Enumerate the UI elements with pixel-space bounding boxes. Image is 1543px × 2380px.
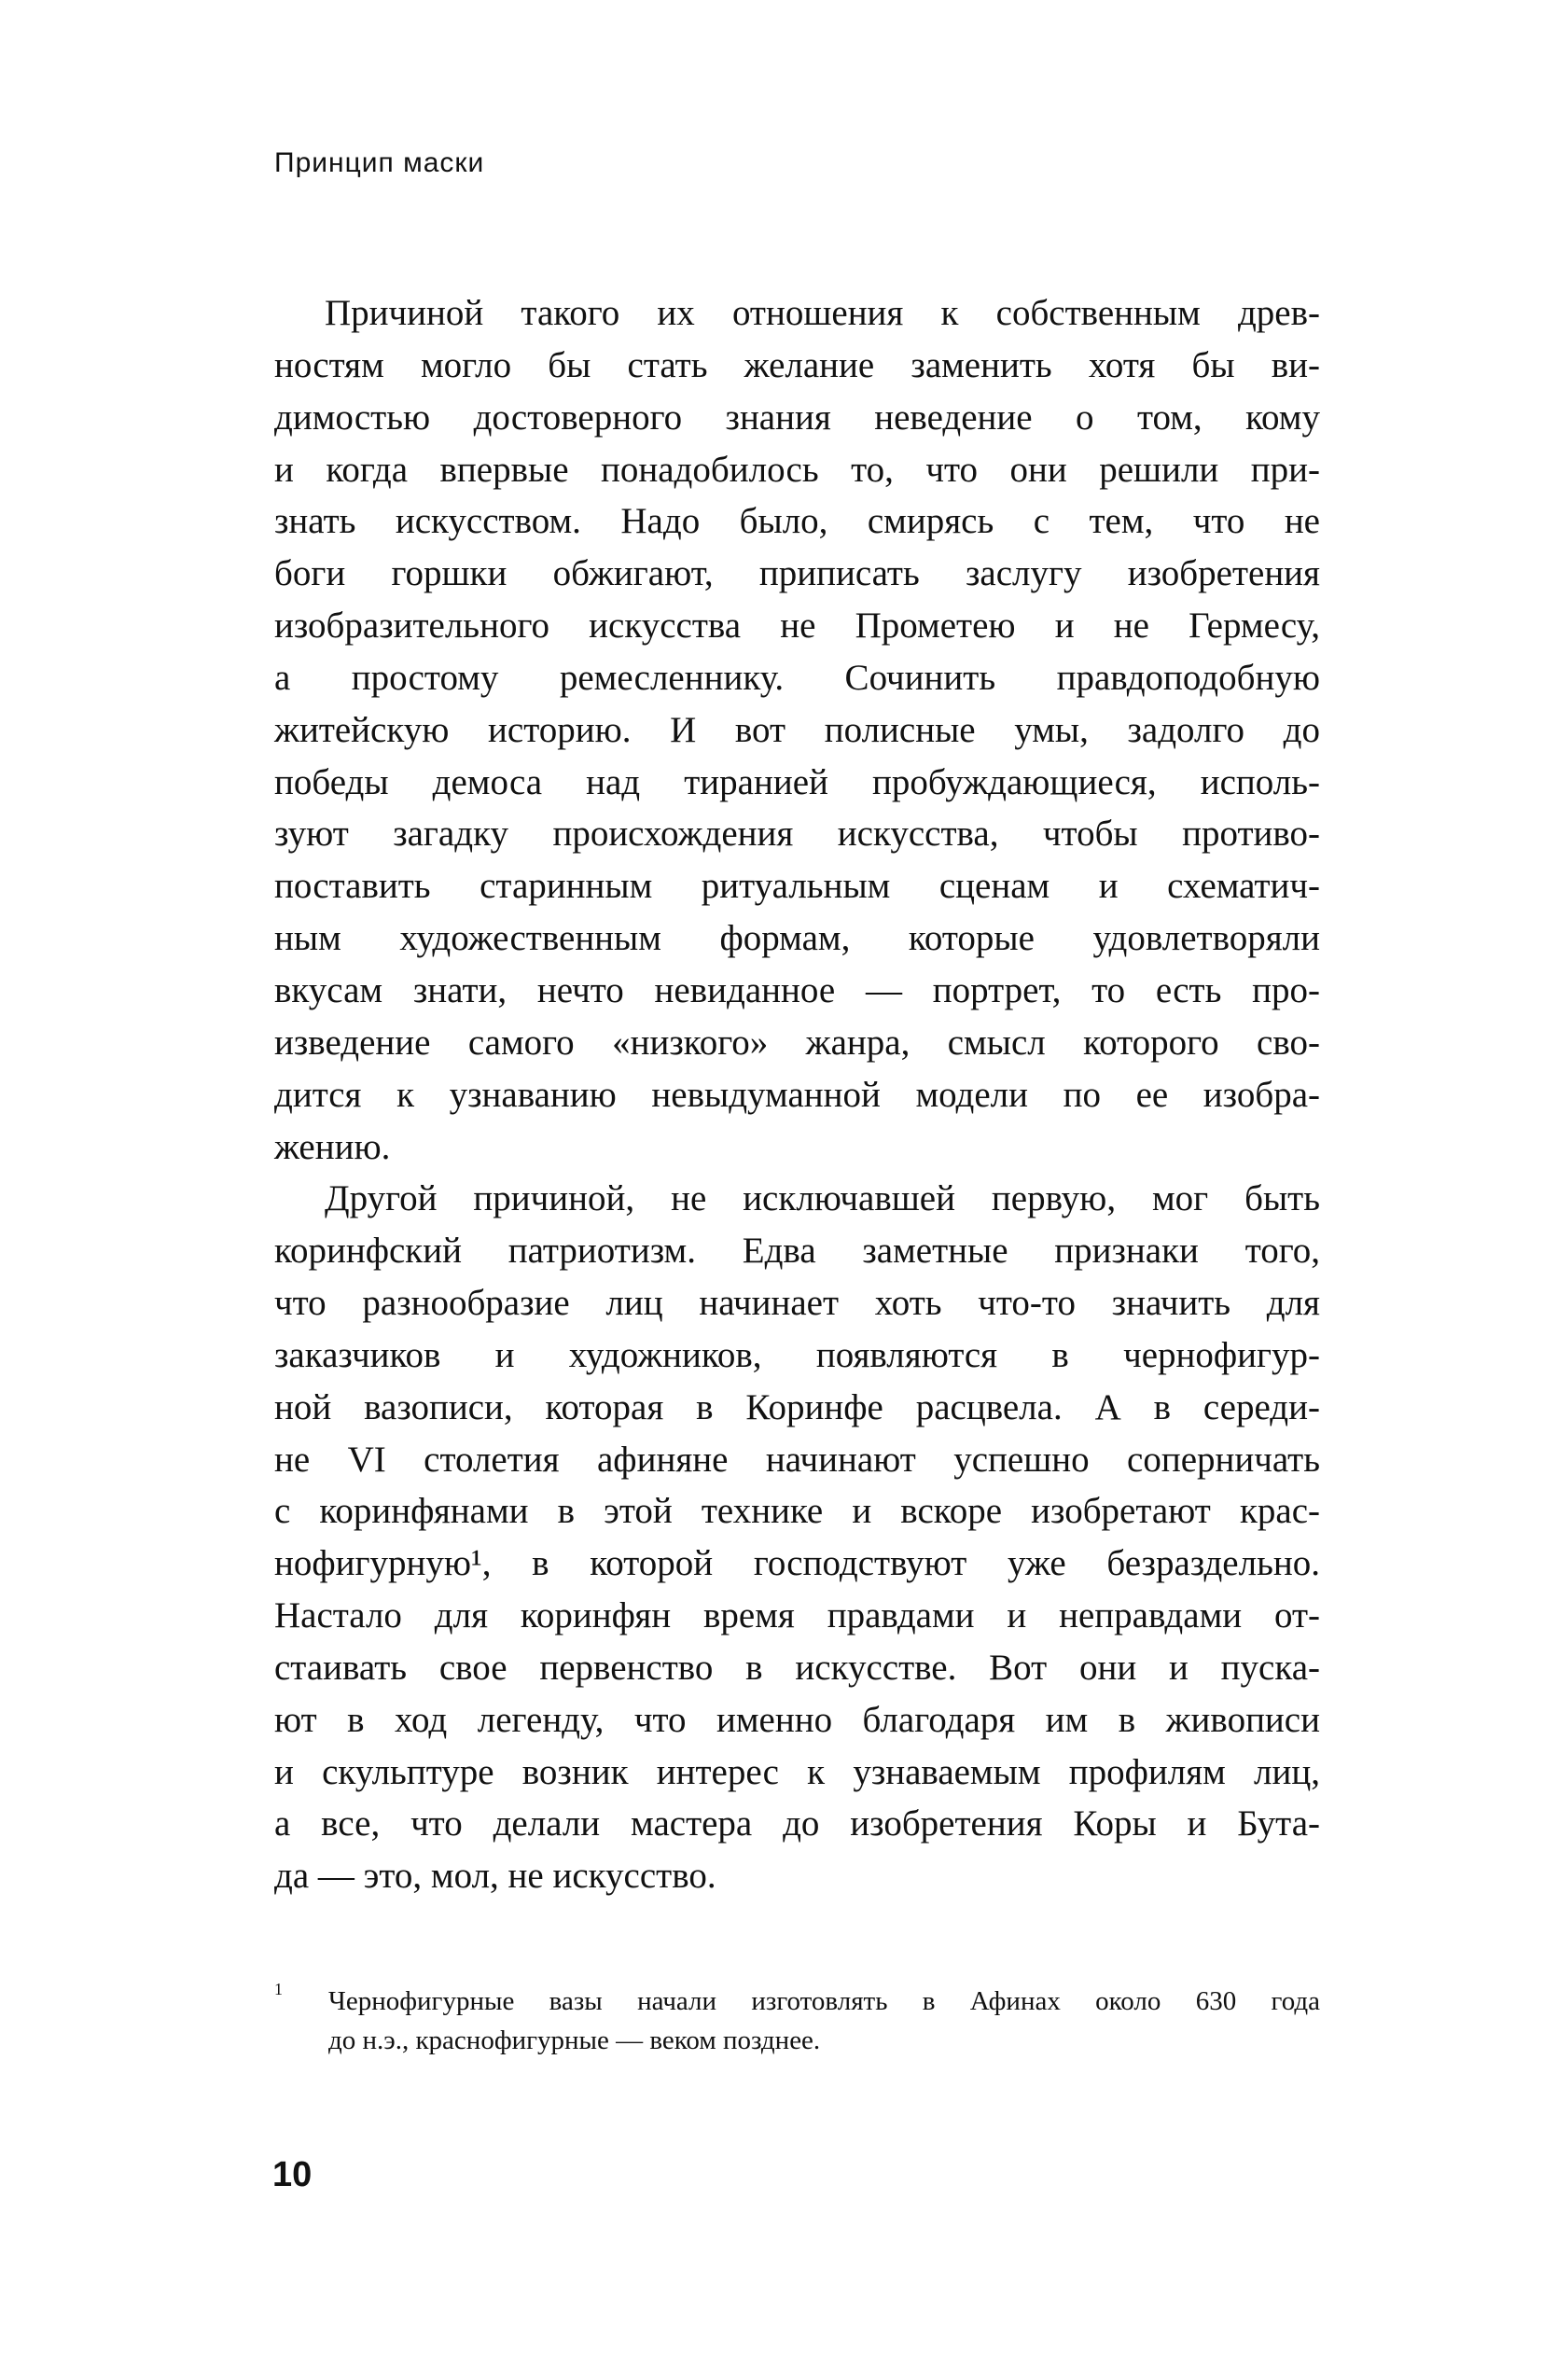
text-line: а все, что делали мастера до изобретения Коры и Бута- [274,1803,1320,1844]
text-line: Другой причиной, не исключавшей первую, мог быть [325,1178,1320,1219]
text-line: стаивать свое первенство в искусстве. Вот они и пуска- [274,1647,1320,1688]
text-line: знать искусством. Надо было, смирясь с тем, что не [274,501,1320,542]
text-line: димостью достоверного знания неведение о том, кому [274,397,1320,438]
text-line: ным художественным формам, которые удовлетворяли [274,918,1320,959]
text-line: изведение самого «низкого» жанра, смысл которого сво- [274,1022,1320,1063]
text-line: не VI столетия афиняне начинают успешно соперничать [274,1439,1320,1480]
text-line: Причиной такого их отношения к собственным древ- [325,293,1320,333]
text-line: житейскую историю. И вот полисные умы, задолго до [274,709,1320,750]
text-line: а простому ремесленнику. Сочинить правдоподобную [274,657,1320,698]
text-line: боги горшки обжигают, приписать заслугу изобретения [274,553,1320,594]
footnote [274,1982,1320,2060]
text-line: ной вазописи, которая в Коринфе расцвела. А в середи- [274,1386,1320,1427]
text-line: дится к узнаванию невыдуманной модели по ее изобра- [274,1074,1320,1115]
text-line: зуют загадку происхождения искусства, чтобы противо- [274,814,1320,855]
text-line: изобразительного искусства не Прометею и не Гермесу, [274,605,1320,647]
text-line: Настало для коринфян время правдами и неправдами от- [274,1595,1320,1636]
text-line: что разнообразие лиц начинает хоть что-то значить для [274,1283,1320,1324]
text-line: заказчиков и художников, появляются в чернофигур- [274,1334,1320,1375]
running-header: Принцип маски [274,147,485,178]
body-text [274,287,1320,1902]
text-line: коринфский патриотизм. Едва заметные признаки того, [274,1231,1320,1272]
text-line: ют в ход легенду, что именно благодаря им в живописи [274,1699,1320,1740]
text-line: победы демоса над тиранией пробуждающиеся, исполь- [274,761,1320,802]
text-line: жению. [274,1126,391,1167]
text-line: поставить старинным ритуальным сценам и схематич- [274,866,1320,907]
page-number: 10 [272,2155,313,2194]
text-line: да — это, мол, не искусство. [274,1856,716,1897]
text-line: с коринфянами в этой технике и вскоре изобретают крас- [274,1491,1320,1532]
text-line: ностям могло бы стать желание заменить хотя бы ви- [274,344,1320,385]
text-line: и когда впервые понадобилось то, что они решили при- [274,449,1320,490]
text-line: вкусам знати, нечто невиданное — портрет, то есть про- [274,969,1320,1010]
text-line: нофигурную¹, в которой господствуют уже безраздельно. [274,1543,1320,1584]
footnote-line: до н.э., краснофигурные — веком позднее. [328,2025,821,2055]
footnote-line: Чернофигурные вазы начали изготовлять в Афинах около 630 года [328,1986,1320,2016]
footnote-mark: 1 [274,1980,283,1998]
text-line: и скульптуре возник интерес к узнаваемым профилям лиц, [274,1751,1320,1792]
